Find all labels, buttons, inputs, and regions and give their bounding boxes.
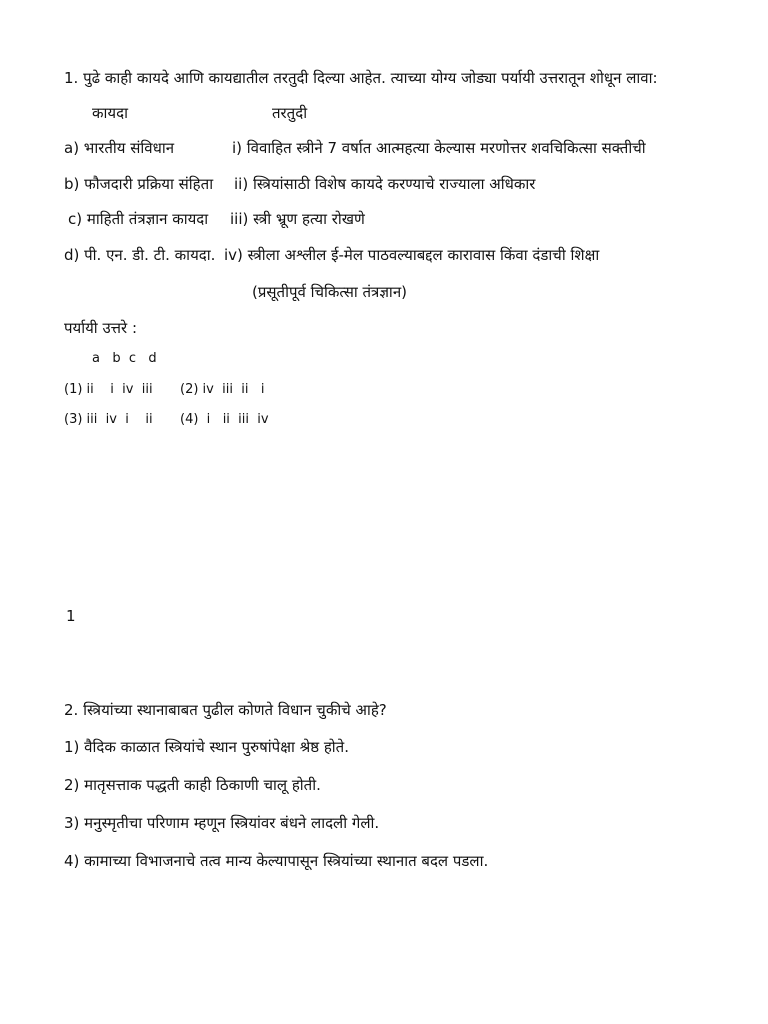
match-row-b	[64, 174, 764, 194]
options-label: पर्यायी उत्तरे :	[64, 319, 138, 337]
provision-iv-note: (प्रसूतीपूर्व चिकित्सा तंत्रज्ञान)	[252, 283, 407, 301]
page-number: 1	[66, 607, 76, 625]
option-1: (1) ii i iv iii	[64, 382, 153, 397]
law-b: b) फौजदारी प्रक्रिया संहिता	[64, 175, 214, 193]
match-row-a	[64, 138, 764, 158]
column-header-law: कायदा	[92, 104, 128, 122]
column-header-provision: तरतुदी	[272, 104, 308, 122]
law-a: a) भारतीय संविधान	[64, 139, 175, 157]
option-4: (4) i ii iii iv	[180, 412, 269, 427]
match-row-d	[64, 245, 764, 265]
question-1-stem: 1. पुढे काही कायदे आणि कायद्यातील तरतुदी दिल्या आहेत. त्याच्या योग्य जोड्या पर्यायी उत्तरातून शोधून लावा:	[64, 69, 658, 87]
provision-iii: iii) स्त्री भ्रूण हत्या रोखणे	[230, 210, 365, 228]
match-row-c	[68, 209, 768, 229]
option-3: (3) iii iv i ii	[64, 412, 153, 427]
options-column-header: a b c d	[92, 351, 157, 366]
q2-option-4: 4) कामाच्या विभाजनाचे तत्व मान्य केल्यापासून स्त्रियांच्या स्थानात बदल पडला.	[64, 852, 489, 870]
law-d: d) पी. एन. डी. टी. कायदा.	[64, 246, 216, 264]
provision-i: i) विवाहित स्त्रीने 7 वर्षात आत्महत्या केल्यास मरणोत्तर शवचिकित्सा सक्तीची	[232, 139, 646, 157]
q2-option-3: 3) मनुस्मृतीचा परिणाम म्हणून स्त्रियांवर बंधने लादली गेली.	[64, 814, 380, 832]
provision-ii: ii) स्त्रियांसाठी विशेष कायदे करण्याचे राज्याला अधिकार	[234, 175, 536, 193]
option-2: (2) iv iii ii i	[180, 382, 265, 397]
law-c: c) माहिती तंत्रज्ञान कायदा	[68, 210, 209, 228]
q2-option-1: 1) वैदिक काळात स्त्रियांचे स्थान पुरुषांपेक्षा श्रेष्ठ होते.	[64, 738, 349, 756]
q2-option-2: 2) मातृसत्ताक पद्धती काही ठिकाणी चालू होती.	[64, 776, 321, 794]
question-2-stem: 2. स्त्रियांच्या स्थानाबाबत पुढील कोणते विधान चुकीचे आहे?	[64, 701, 387, 719]
provision-iv: iv) स्त्रीला अश्लील ई-मेल पाठवल्याबद्दल कारावास किंवा दंडाची शिक्षा	[224, 246, 600, 264]
